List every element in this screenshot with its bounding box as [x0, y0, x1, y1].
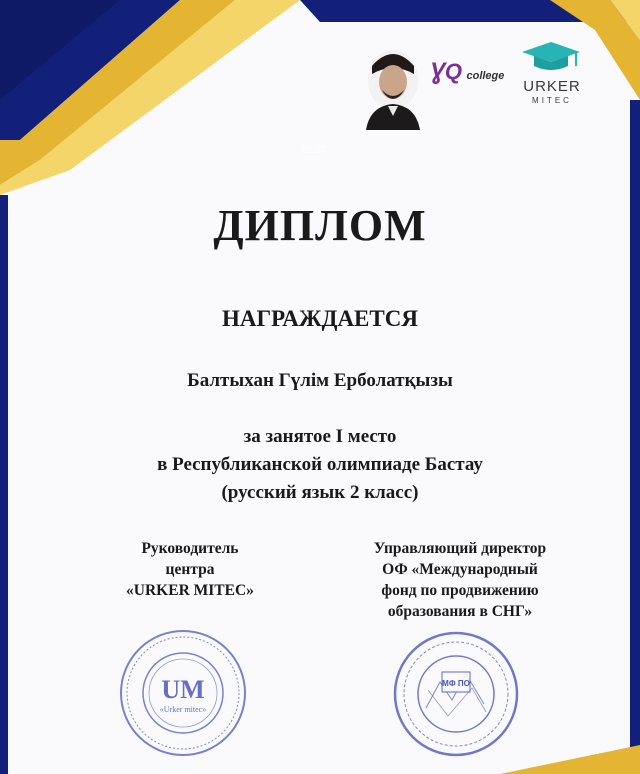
left-signatory-line: центра [165, 561, 215, 578]
college-logo-mark: Ɣ [430, 58, 445, 85]
reason-line-1: за занятое I место [243, 426, 397, 447]
college-logo-letter: Q [444, 59, 463, 84]
recipient-name: Балтыхан Гүлім Ерболатқызы [187, 370, 453, 391]
graduation-cap-icon [520, 40, 582, 76]
bottom-right-gold [500, 745, 640, 774]
left-signatory-line: «URKER MITEC» [126, 582, 254, 599]
college-logo-suffix: college [466, 70, 505, 82]
diploma-title: ДИПЛОМ [213, 201, 427, 250]
left-signatory-line: Руководитель [141, 540, 239, 557]
college-logo [430, 58, 520, 88]
reason-line-3: (русский язык 2 класс) [221, 482, 419, 503]
urker-logo-sub: MITEC [532, 96, 572, 105]
urker-logo-title: URKER [523, 78, 581, 95]
left-stamp-initials: UM [161, 675, 205, 704]
right-signatory-line: образования в СНГ» [387, 603, 533, 620]
reason-line-2: в Республиканской олимпиаде Бастау [157, 454, 483, 475]
right-signatory-line: Управляющий директор [373, 540, 547, 557]
urker-logo [512, 40, 592, 110]
left-stamp-caption: «Urker mitec» [159, 705, 207, 714]
left-signatory [100, 538, 280, 601]
best-mark: BEST [303, 145, 327, 155]
portrait-image [360, 44, 426, 130]
right-stamp [392, 630, 520, 758]
awarded-heading: НАГРАЖДАЕТСЯ [222, 306, 418, 331]
right-signatory-line: фонд по продвижению [381, 582, 539, 599]
right-signatory [340, 538, 580, 622]
right-stamp-initials: МФ ПО [442, 679, 470, 688]
left-stamp [118, 628, 248, 758]
right-signatory-line: ОФ «Международный [382, 561, 538, 578]
